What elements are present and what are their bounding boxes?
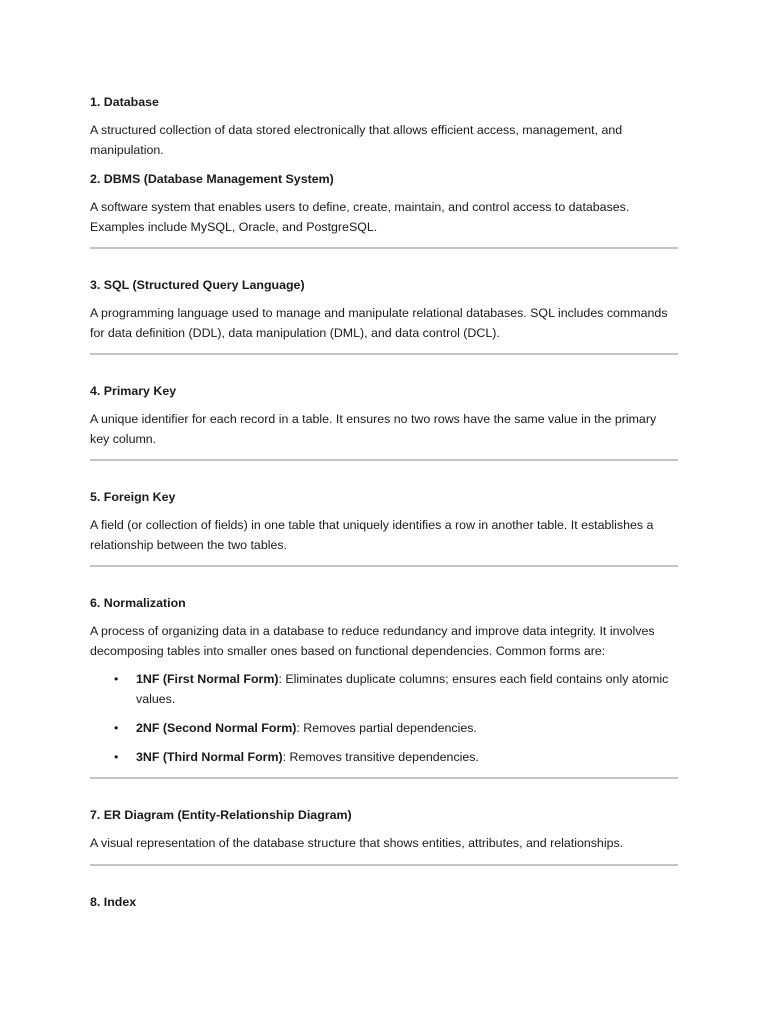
bullet-icon: •: [114, 749, 119, 764]
normal-form-description: : Removes transitive dependencies.: [282, 749, 479, 764]
section-divider: [90, 459, 678, 461]
definition-normalization: A process of organizing data in a database to reduce redundancy and improve data integrity. It involves decomposing tables into smaller ones based on functional dependencies. Common forms are:: [90, 624, 655, 658]
heading-er-diagram: 7. ER Diagram (Entity-Relationship Diagram): [90, 808, 352, 822]
list-item: [90, 719, 678, 739]
normal-form-term: 1NF (First Normal Form): [136, 672, 279, 686]
definition-database: A structured collection of data stored electronically that allows efficient access, management, and manipulation.: [90, 123, 623, 157]
section-divider: [90, 247, 678, 249]
definition-dbms: A software system that enables users to define, create, maintain, and control access to databases. Examples include MySQL, Oracle, and PostgreSQL.: [90, 200, 630, 234]
heading-index: 8. Index: [90, 895, 137, 909]
definition-primary-key: A unique identifier for each record in a table. It ensures no two rows have the same value in the primary key column.: [90, 412, 657, 446]
bullet-icon: •: [114, 672, 119, 686]
heading-sql: 3. SQL (Structured Query Language): [90, 278, 305, 292]
heading-dbms: 2. DBMS (Database Management System): [90, 172, 334, 186]
normal-form-term: 2NF (Second Normal Form): [136, 720, 297, 735]
heading-normalization: 6. Normalization: [90, 596, 186, 610]
definition-foreign-key: A field (or collection of fields) in one table that uniquely identifies a row in another table. It establishes a relationship between the two tables.: [90, 518, 654, 552]
definition-sql: A programming language used to manage and manipulate relational databases. SQL includes commands for data definition (DDL), data manipulation (DML), and data control (DCL).: [90, 306, 668, 340]
normal-form-description: : Eliminates duplicate columns; ensures each field contains only atomic values.: [136, 672, 669, 706]
section-divider: [90, 864, 678, 866]
heading-foreign-key: 5. Foreign Key: [90, 490, 176, 504]
list-item: [90, 748, 678, 768]
heading-primary-key: 4. Primary Key: [90, 384, 177, 398]
list-item: [90, 670, 678, 709]
bullet-icon: •: [114, 720, 119, 735]
normal-form-description: : Removes partial dependencies.: [296, 720, 477, 735]
heading-database: 1. Database: [90, 95, 159, 109]
definition-er-diagram: A visual representation of the database structure that shows entities, attributes, and relationships.: [90, 836, 624, 850]
section-divider: [90, 565, 678, 567]
section-divider: [90, 777, 678, 779]
normal-forms-list: [90, 670, 678, 777]
section-divider: [90, 353, 678, 355]
normal-form-term: 3NF (Third Normal Form): [136, 749, 283, 764]
